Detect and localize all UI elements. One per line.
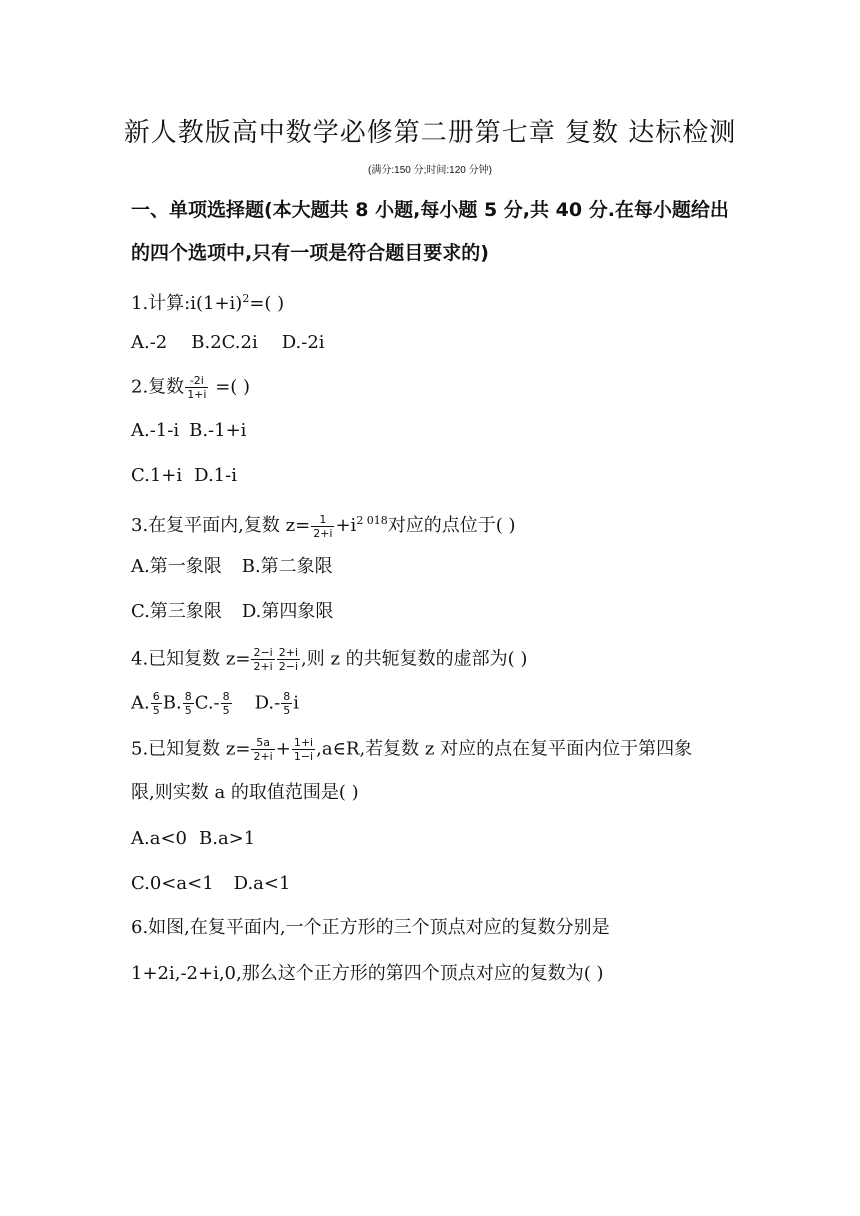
question-5-options-row2 xyxy=(131,872,290,896)
question-2-options-row2 xyxy=(131,464,237,488)
fraction-denominator: 5 xyxy=(283,704,291,717)
question-4-options xyxy=(131,690,299,717)
option-b: B.第二象限 xyxy=(241,556,333,577)
option-a-label: A. xyxy=(131,692,150,714)
option-d: D.第四象限 xyxy=(241,601,334,622)
option-a: A.第一象限 xyxy=(131,556,222,577)
document-subtitle: (满分:150 分;时间:120 分钟) xyxy=(368,165,492,176)
option-a: A.-2 xyxy=(131,332,168,353)
question-5-options-row1 xyxy=(131,827,255,851)
option-a-fraction xyxy=(151,690,162,717)
option-c-fraction xyxy=(221,690,232,717)
document-title: 新人教版高中数学必修第二册第七章 复数 达标检测 xyxy=(123,118,737,148)
question-1-suffix: =( ) xyxy=(249,293,285,314)
question-6-line1: 6.如图,在复平面内,一个正方形的三个顶点对应的复数分别是 xyxy=(131,917,610,938)
option-c: C.1+i xyxy=(131,465,183,486)
question-1 xyxy=(131,287,284,316)
question-1-prefix: 1.计算:i(1+i) xyxy=(131,293,243,314)
question-4 xyxy=(131,646,527,673)
question-3-exponent: 2 018 xyxy=(356,514,388,527)
question-3-options-row2 xyxy=(131,600,333,624)
option-d: D.-2i xyxy=(281,332,325,353)
option-d: D.a<1 xyxy=(233,873,291,894)
question-3-suffix: 对应的点位于( ) xyxy=(387,515,516,536)
fraction-numerator: 5a xyxy=(251,736,274,750)
option-b: B.-1+i xyxy=(189,420,247,441)
question-3-mid: +i xyxy=(335,515,357,536)
fraction-denominator: 1+i xyxy=(187,388,207,401)
option-a: A.-1-i xyxy=(131,420,180,441)
fraction-denominator: 2−i xyxy=(278,660,299,673)
option-b-label: B. xyxy=(162,692,182,714)
question-5-suffix: ,a∈R,若复数 z 对应的点在复平面内位于第四象 xyxy=(316,738,693,760)
fraction-denominator: 5 xyxy=(184,704,192,717)
option-b: B.2 xyxy=(191,332,222,353)
question-4-fraction-2 xyxy=(277,646,300,673)
fraction-numerator: 8 xyxy=(222,690,230,703)
fraction-numerator: 8 xyxy=(283,690,291,703)
fraction-numerator: 1+i xyxy=(293,736,314,749)
option-d: D.1-i xyxy=(194,465,237,486)
question-3-fraction xyxy=(311,513,334,540)
option-a: A.a<0 xyxy=(131,828,187,849)
fraction-numerator: 6 xyxy=(152,690,160,703)
option-d-label: D.- xyxy=(254,692,281,714)
fraction-numerator: 2+i xyxy=(278,646,299,659)
question-2 xyxy=(131,374,250,401)
question-5-fraction-1 xyxy=(251,736,274,763)
fraction-numerator: 2−i xyxy=(253,646,273,659)
option-b: B.a>1 xyxy=(199,828,256,849)
question-5-line2: 限,则实数 a 的取值范围是( ) xyxy=(131,782,359,803)
option-c: C.2i xyxy=(221,332,258,353)
fraction-denominator: 2+i xyxy=(253,660,273,673)
option-c: C.0<a<1 xyxy=(131,873,214,894)
question-2-fraction xyxy=(185,374,208,401)
question-4-suffix: ,则 z 的共轭复数的虚部为( ) xyxy=(301,648,528,670)
question-5-fraction-2 xyxy=(292,736,315,763)
option-d-fraction xyxy=(281,690,292,717)
option-c: C.第三象限 xyxy=(131,601,222,622)
question-4-prefix: 4.已知复数 z= xyxy=(131,648,251,670)
section-heading-line1: 一、单项选择题(本大题共 8 小题,每小题 5 分,共 40 分.在每小题给出 xyxy=(131,199,729,221)
question-1-exponent: 2 xyxy=(242,292,250,305)
option-b-fraction xyxy=(183,690,194,717)
question-3-prefix: 3.在复平面内,复数 z= xyxy=(131,515,311,536)
fraction-denominator: 5 xyxy=(152,704,160,717)
option-d-tail: i xyxy=(293,692,299,714)
fraction-denominator: 2+i xyxy=(313,526,333,540)
fraction-numerator: 8 xyxy=(184,690,192,703)
question-2-options-row1 xyxy=(131,419,246,443)
fraction-denominator: 1−i xyxy=(293,750,314,763)
question-2-suffix: =( ) xyxy=(209,376,251,398)
question-3-options-row1 xyxy=(131,555,333,579)
fraction-denominator: 5 xyxy=(222,704,230,717)
section-heading-line2: 的四个选项中,只有一项是符合题目要求的) xyxy=(131,242,489,264)
fraction-numerator: -2i xyxy=(185,374,208,388)
question-3 xyxy=(131,509,516,540)
question-6-line2: 1+2i,-2+i,0,那么这个正方形的第四个顶点对应的复数为( ) xyxy=(131,963,604,984)
fraction-denominator: 2+i xyxy=(253,750,273,763)
question-2-prefix: 2.复数 xyxy=(131,376,185,398)
fraction-numerator: 1 xyxy=(311,513,334,527)
question-5-plus: + xyxy=(275,738,291,760)
question-1-options xyxy=(131,331,325,355)
question-5-prefix: 5.已知复数 z= xyxy=(131,738,251,760)
question-5 xyxy=(131,736,692,763)
question-4-fraction-1 xyxy=(251,646,274,673)
option-c-label: C.- xyxy=(194,692,220,714)
